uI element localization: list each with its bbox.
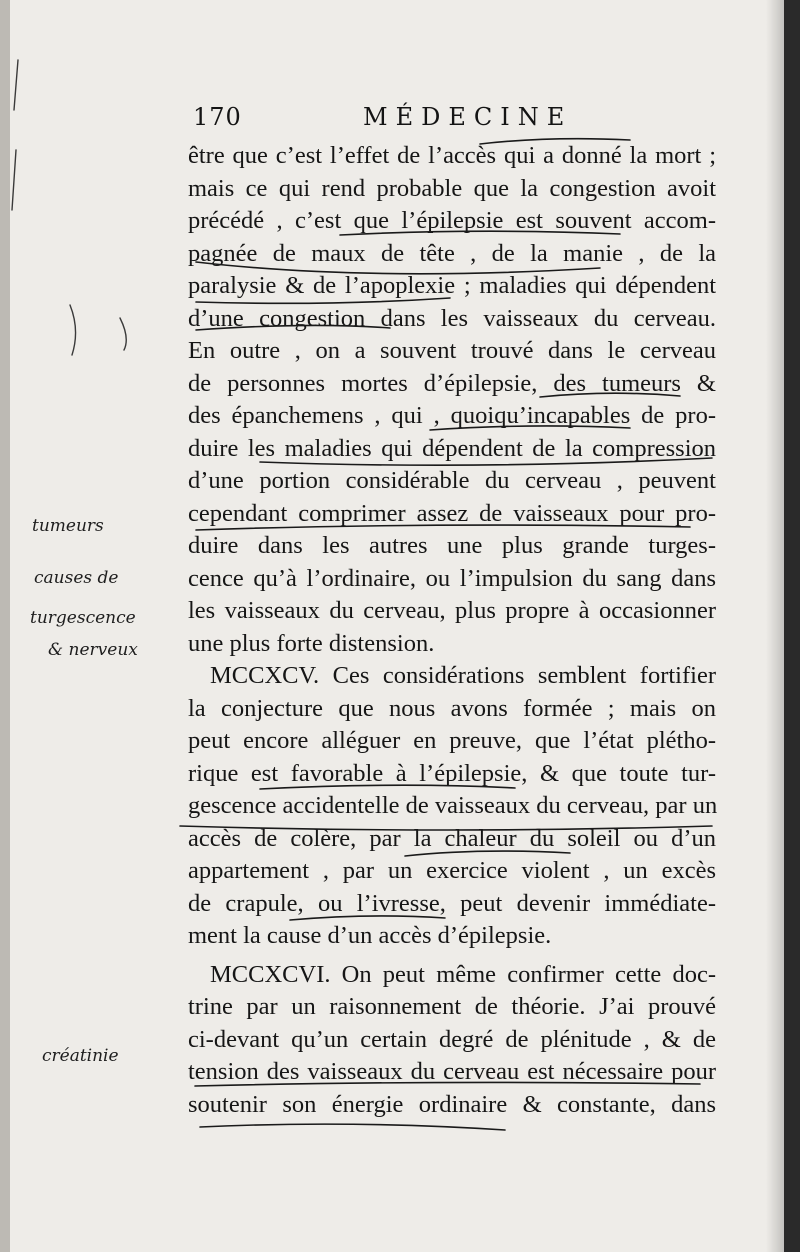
body-text: [188, 140, 716, 1121]
text-line: mais ce qui rend probable que la congestion avoit: [188, 174, 716, 202]
text-line: d’une portion considérable du cerveau , peuvent: [188, 467, 716, 494]
page-number: 170: [193, 103, 242, 131]
text-line: rique est favorable à l’épilepsie, & que toute tur-: [188, 759, 716, 787]
text-line: de crapule, ou l’ivresse, peut devenir immédiate-: [188, 889, 716, 917]
margin-note: créatinie: [42, 1046, 119, 1066]
paragraph-start-line: MCCXCV. Ces considérations semblent fortifier: [210, 662, 716, 689]
paragraph-start-line: MCCXCVI. On peut même confirmer cette doc-: [210, 960, 716, 988]
text-line: soutenir son énergie ordinaire & constante, dans: [188, 1090, 716, 1118]
text-line: paralysie & de l’apoplexie ; maladies qui dépendent: [188, 272, 716, 299]
text-line: peut encore alléguer en preuve, que l’état plétho-: [188, 727, 716, 754]
text-line: ment la cause d’un accès d’épilepsie.: [188, 922, 552, 949]
margin-bracket-mark: [12, 60, 18, 210]
margin-note: turgescence: [30, 608, 136, 628]
text-line: ci-devant qu’un certain degré de plénitude , & de: [188, 1025, 716, 1053]
text-line: En outre , on a souvent trouvé dans le cerveau: [188, 337, 716, 364]
text-line: de personnes mortes d’épilepsie, des tumeurs &: [188, 369, 716, 397]
text-line: appartement , par un exercice violent , un excès: [188, 857, 716, 884]
text-line: une plus forte distension.: [188, 629, 435, 657]
text-line: la conjecture que nous avons formée ; mais on: [188, 694, 716, 722]
text-line: gescence accidentelle de vaisseaux du cerveau, par un: [188, 792, 718, 819]
text-line: duire dans les autres une plus grande turges-: [188, 532, 716, 559]
margin-note: tumeurs: [32, 516, 104, 536]
text-line: cependant comprimer assez de vaisseaux pour pro-: [188, 499, 716, 527]
text-line: être que c’est l’effet de l’accès qui a donné la mort ;: [188, 142, 716, 169]
text-line: accès de colère, par la chaleur du soleil ou d’un: [188, 824, 716, 852]
text-line: précédé , c’est que l’épilepsie est souvent accom-: [188, 207, 716, 234]
underline-mark: [200, 1124, 505, 1130]
text-line: tension des vaisseaux du cerveau est nécessaire pour: [188, 1058, 716, 1085]
text-line: des épanchemens , qui , quoiqu’incapables de pro-: [188, 402, 716, 429]
text-line: cence qu’à l’ordinaire, ou l’impulsion du sang dans: [188, 564, 716, 592]
margin-note: & nerveux: [48, 640, 138, 660]
text-line: duire les maladies qui dépendent de la compression: [188, 434, 716, 462]
running-head: MÉDECINE: [363, 103, 573, 131]
text-line: pagnée de maux de tête , de la manie , de la: [188, 239, 716, 267]
margin-bracket-mark: [70, 305, 126, 355]
text-line: d’une congestion dans les vaisseaux du cerveau.: [188, 304, 716, 332]
text-line: les vaisseaux du cerveau, plus propre à occasionner: [188, 597, 716, 624]
page-header: [193, 103, 713, 137]
text-line: trine par un raisonnement de théorie. J’ai prouvé: [188, 993, 716, 1020]
margin-note: causes de: [34, 568, 119, 588]
